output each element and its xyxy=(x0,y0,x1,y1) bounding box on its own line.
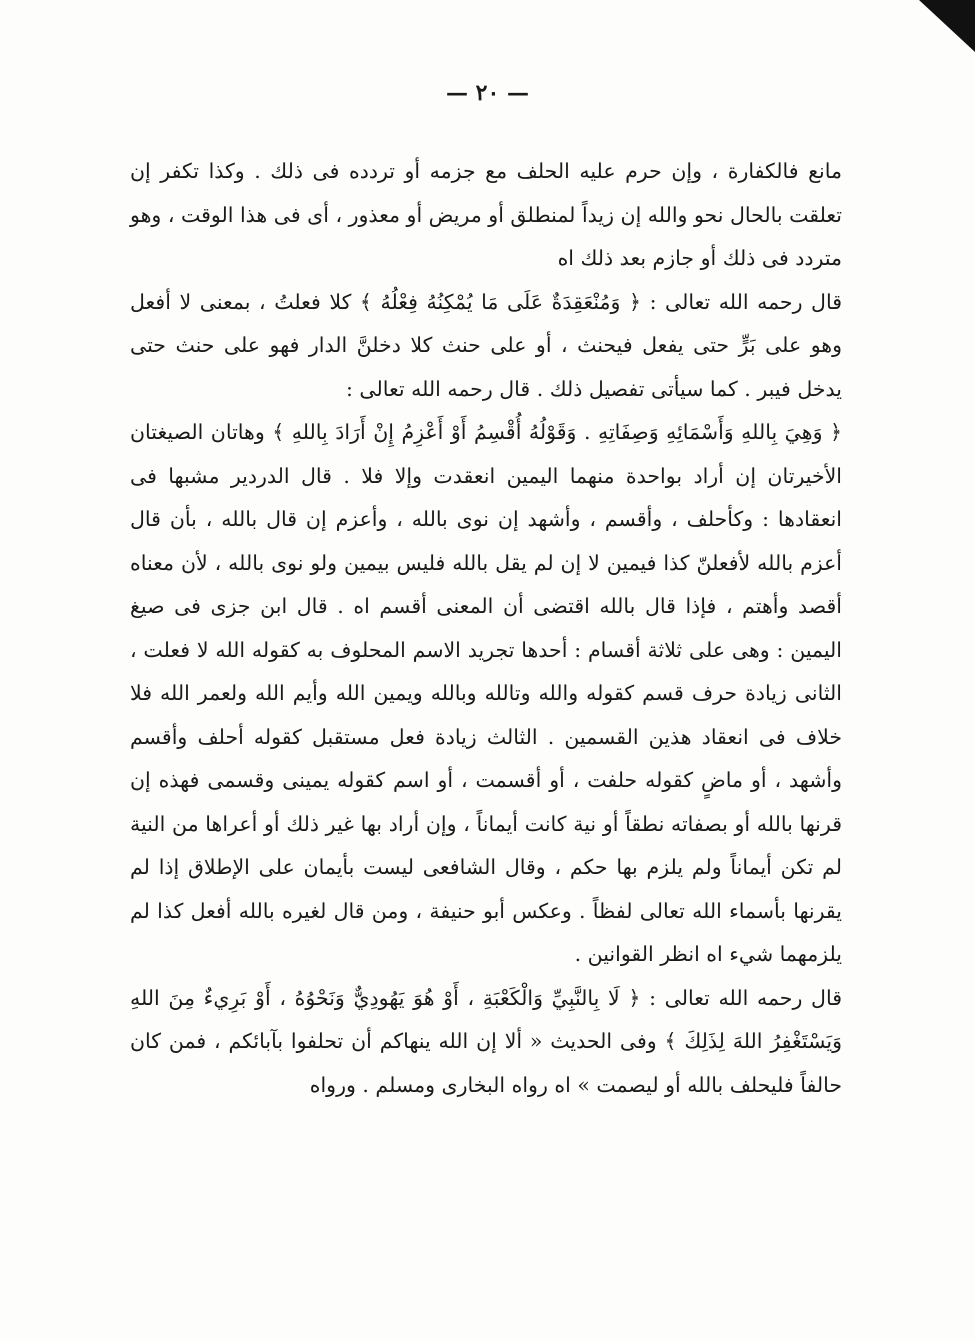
main-text xyxy=(130,150,842,1300)
paragraph-3: ﴿ وَهِيَ بِاللهِ وَأَسْمَائِهِ وَصِفَاتِهِ . وَقَوْلُهُ أُقْسِمُ أَوْ أَعْزِمُ إِنْ أَرَادَ بِاللهِ ﴾ وهاتان الصيغتان الأخيرتان إن أراد بواحدة منهما اليمين انعقدت وإلا فلا . قال الدردير مشبها فى انعقادها : وكأحلف ، وأقسم ، وأشهد إن نوى بالله ، وأعزم إن قال بالله ، بأن قال أعزم بالله لأفعلنّ كذا فيمين لا إن لم يقل بالله فليس بيمين ولو نوى بالله ، لأن معناه أقصد وأهتم ، فإذا قال بالله اقتضى أن المعنى أقسم اه . قال ابن جزى فى صيغ اليمين : وهى على ثلاثة أقسام : أحدها تجريد الاسم المحلوف به كقوله الله لا فعلت ، الثانى زيادة حرف قسم كقوله والله وتالله وبالله ويمين الله وأيم الله ولعمر الله فلا خلاف فى انعقاد هذين القسمين . الثالث زيادة فعل مستقبل كقوله أحلف وأقسم وأشهد ، أو ماضٍ كقوله حلفت ، أو أقسمت ، أو اسم كقوله يمينى وقسمى فهذه إن قرنها بالله أو بصفاته نطقاً أو نية كانت أيماناً ، وإن أراد بها غير ذلك أو أعراها من النية لم تكن أيماناً ولم يلزم بها حكم ، وقال الشافعى ليست بأيمان على الإطلاق إذا لم يقرنها بأسماء الله تعالى لفظاً . وعكس أبو حنيفة ، ومن قال لغيره بالله أفعل كذا لم يلزمهما شيء اه انظر القوانين . xyxy=(130,420,842,966)
paragraph-1: مانع فالكفارة ، وإن حرم عليه الحلف مع جزمه أو تردده فى ذلك . وكذا تكفر إن تعلقت بالحال نحو والله إن زيداً لمنطلق أو مريض أو معذور ، أى فى هذا الوقت ، وهو متردد فى ذلك أو جازم بعد ذلك اه xyxy=(130,159,842,270)
paragraph-4: قال رحمه الله تعالى : ﴿ لَا بِالنَّبِيِّ وَالْكَعْبَةِ ، أَوْ هُوَ يَهُودِيٌّ وَنَحْوُهُ ، أَوْ بَرِيءٌ مِنَ اللهِ وَيَسْتَغْفِرُ اللهَ لِذَلِكَ ﴾ وفى الحديث « ألا إن الله ينهاكم أن تحلفوا بآبائكم ، فمن كان حالفاً فليحلف بالله أو ليصمت » اه رواه البخارى ومسلم . ورواه xyxy=(130,985,842,1097)
paragraph-2: قال رحمه الله تعالى : ﴿ وَمُنْعَقِدَةٌ عَلَى مَا يُمْكِنُهُ فِعْلُهُ ﴾ كلا فعلتُ ، بمعنى لا أفعل وهو على بَرٍّ حتى يفعل فيحنث ، أو على حنث كلا دخلنَّ الدار فهو على حنث حتى يدخل فيبر . كما سيأتى تفصيل ذلك . قال رحمه الله تعالى : xyxy=(130,289,842,401)
corner-mark-icon xyxy=(919,0,975,52)
page-number: — ٢٠ — xyxy=(446,80,529,106)
